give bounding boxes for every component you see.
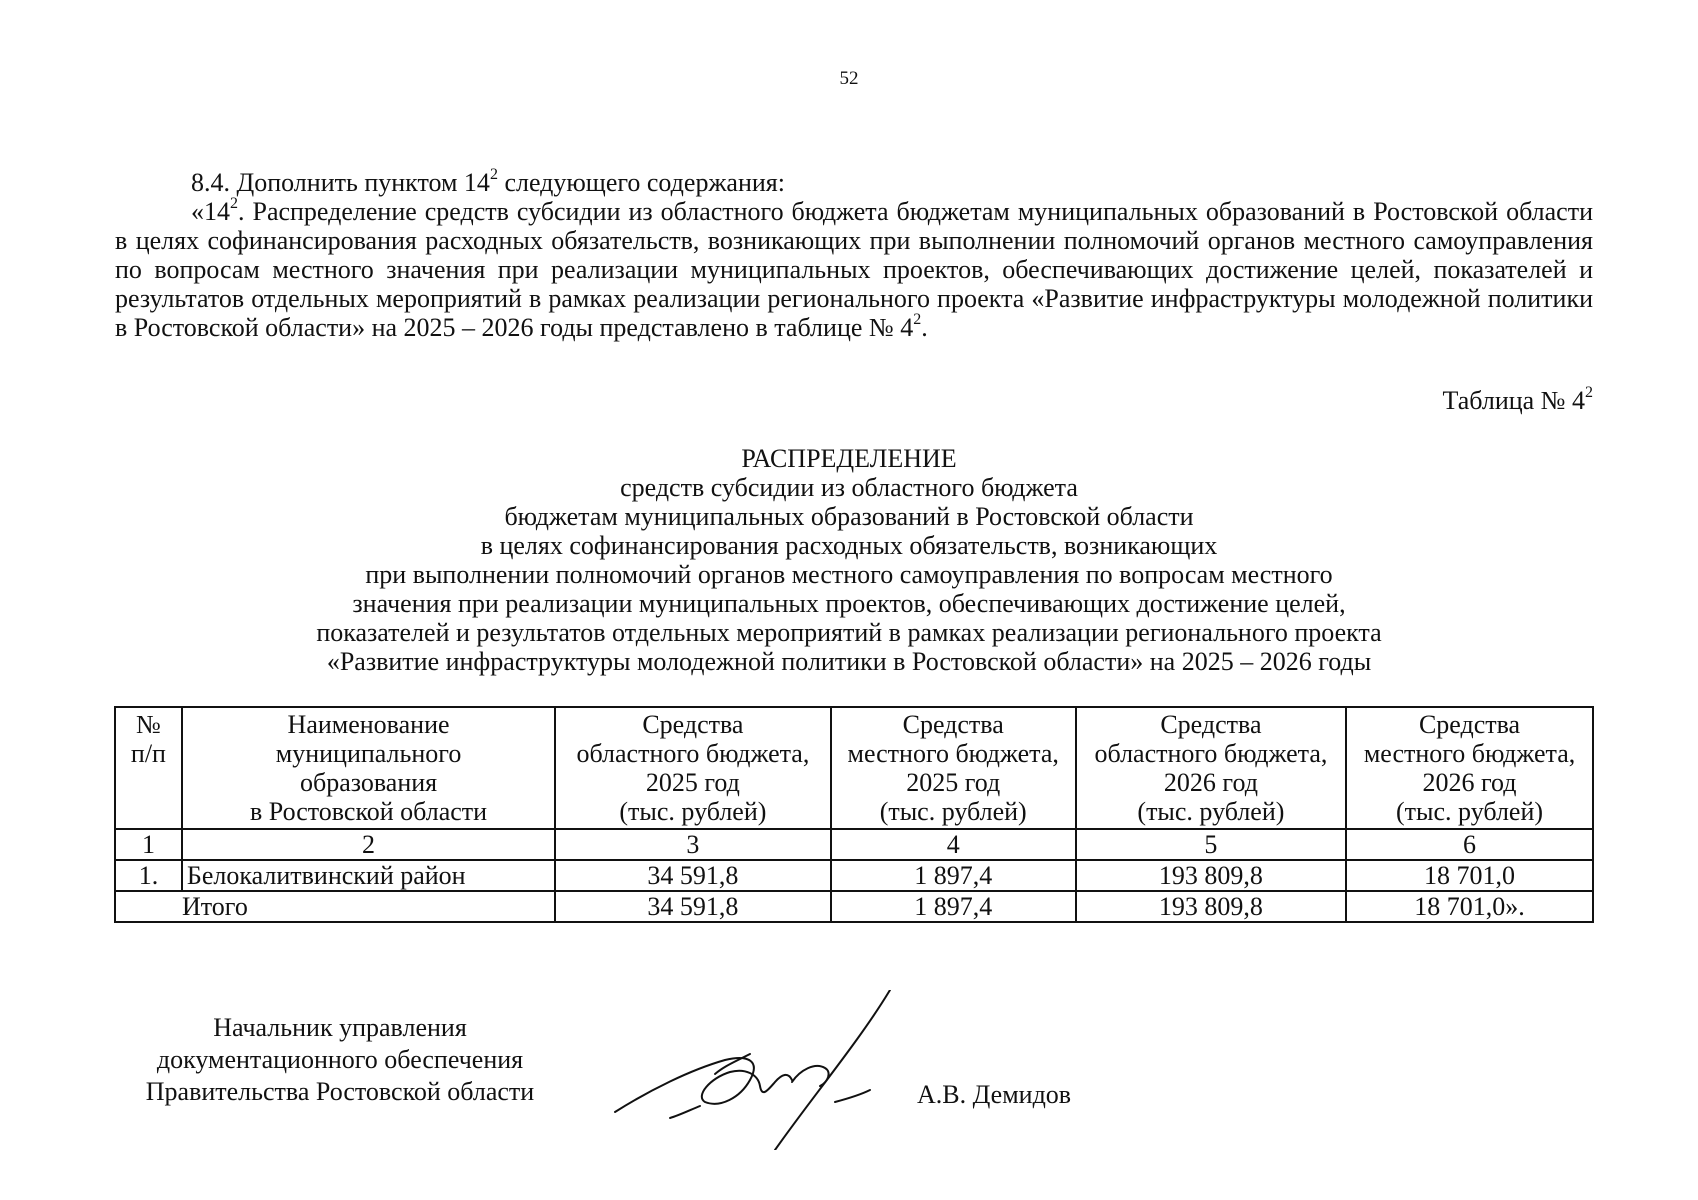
distribution-table bbox=[114, 706, 1594, 923]
header-local-2026 bbox=[1346, 707, 1593, 829]
total-local-2025: 1 897,4 bbox=[831, 891, 1076, 922]
table-title-line: показателей и результатов отдельных мероприятий в рамках реализации регионального проекта bbox=[316, 618, 1382, 647]
page-number: 52 bbox=[839, 68, 859, 89]
header-line: муниципального bbox=[275, 739, 462, 768]
table-reference-text: Таблица № 4 bbox=[1442, 386, 1585, 415]
table-row bbox=[115, 860, 1593, 891]
signer-position-line: Правительства Ростовской области bbox=[145, 1077, 535, 1106]
local-2025-value: 1 897,4 bbox=[831, 860, 1076, 891]
header-line: (тыс. рублей) bbox=[619, 797, 767, 826]
table-title-heading: РАСПРЕДЕЛЕНИЕ bbox=[741, 444, 957, 473]
column-number: 5 bbox=[1076, 829, 1346, 860]
column-number: 3 bbox=[555, 829, 830, 860]
header-line: 2026 год bbox=[1422, 768, 1517, 797]
regional-2025-value: 34 591,8 bbox=[555, 860, 830, 891]
column-number: 1 bbox=[115, 829, 182, 860]
header-regional-2026 bbox=[1076, 707, 1346, 829]
signer-position-line: Начальник управления bbox=[213, 1013, 467, 1042]
total-row bbox=[115, 891, 1593, 922]
paragraph-end: . bbox=[921, 313, 928, 342]
header-line: (тыс. рублей) bbox=[1137, 797, 1285, 826]
header-line: областного бюджета, bbox=[576, 739, 810, 768]
header-line: № bbox=[136, 710, 161, 739]
paragraph-prefix: «14 bbox=[191, 197, 230, 226]
header-line: Средства bbox=[902, 710, 1004, 739]
handwritten-signature bbox=[610, 990, 910, 1150]
header-local-2025 bbox=[831, 707, 1076, 829]
header-line: (тыс. рублей) bbox=[1396, 797, 1544, 826]
header-line: Наименование bbox=[287, 710, 450, 739]
header-line: образования bbox=[299, 768, 438, 797]
table-reference-sup: 2 bbox=[1585, 384, 1593, 402]
row-number: 1. bbox=[115, 860, 182, 891]
header-line: в Ростовской области bbox=[249, 797, 488, 826]
table-title-line: значения при реализации муниципальных проектов, обеспечивающих достижение целей, bbox=[352, 589, 1346, 618]
amendment-paragraph bbox=[115, 197, 1593, 342]
header-line: областного бюджета, bbox=[1094, 739, 1328, 768]
header-line: (тыс. рублей) bbox=[879, 797, 1027, 826]
column-number: 2 bbox=[182, 829, 555, 860]
table-title-line: «Развитие инфраструктуры молодежной политики в Ростовской области» на 2025 – 2026 годы bbox=[326, 647, 1372, 676]
column-number: 4 bbox=[831, 829, 1076, 860]
header-regional-2025 bbox=[555, 707, 830, 829]
header-line: 2025 год bbox=[645, 768, 740, 797]
signer-position-line: документационного обеспечения bbox=[156, 1045, 524, 1074]
total-label: Итого bbox=[115, 891, 555, 922]
table-title-line: при выполнении полномочий органов местного самоуправления по вопросам местного bbox=[365, 560, 1333, 589]
paragraph-body: . Распределение средств субсидии из областного бюджета бюджетам муниципальных образований в Ростовской области в целях софинансирования расходных обязательств, возникающих при выполнении полномочий органов местного самоуправления по вопросам местного значения при реализации муниципальных проектов, обеспечивающих достижение целей, показателей и результатов отдельных мероприятий в рамках реализации регионального проекта «Развитие инфраструктуры молодежной политики в Ростовской области» на 2025 – 2026 годы представлено в таблице № 4 bbox=[115, 197, 1593, 342]
signer-name: А.В. Демидов bbox=[917, 1080, 1072, 1109]
header-line: п/п bbox=[130, 739, 166, 768]
table-title bbox=[0, 444, 1698, 676]
regional-2026-value: 193 809,8 bbox=[1076, 860, 1346, 891]
local-2026-value: 18 701,0 bbox=[1346, 860, 1593, 891]
amendment-item-prefix: 8.4. Дополнить пунктом 14 bbox=[191, 168, 490, 197]
header-line: Средства bbox=[1418, 710, 1521, 739]
amendment-item-suffix: следующего содержания: bbox=[497, 168, 785, 197]
total-local-2026: 18 701,0». bbox=[1346, 891, 1593, 922]
column-number-row bbox=[115, 829, 1593, 860]
header-line: 2025 год bbox=[906, 768, 1001, 797]
column-number: 6 bbox=[1346, 829, 1593, 860]
header-number bbox=[115, 707, 182, 829]
total-regional-2026: 193 809,8 bbox=[1076, 891, 1346, 922]
header-line: 2026 год bbox=[1163, 768, 1258, 797]
header-line: Средства bbox=[642, 710, 744, 739]
amendment-text bbox=[115, 168, 1593, 342]
table-title-line: средств субсидии из областного бюджета bbox=[620, 473, 1078, 502]
paragraph-sup-end: 2 bbox=[913, 311, 922, 329]
amendment-item-sup: 2 bbox=[489, 166, 498, 184]
header-line: местного бюджета, bbox=[847, 739, 1059, 768]
paragraph-sup: 2 bbox=[230, 195, 238, 213]
header-line: Средства bbox=[1160, 710, 1262, 739]
table-title-line: в целях софинансирования расходных обязательств, возникающих bbox=[480, 531, 1218, 560]
total-regional-2025: 34 591,8 bbox=[555, 891, 830, 922]
municipality-name: Белокалитвинский район bbox=[182, 860, 555, 891]
table-header-row bbox=[115, 707, 1593, 829]
table-reference bbox=[1442, 386, 1593, 416]
signer-position bbox=[115, 1012, 565, 1108]
amendment-item bbox=[115, 168, 1593, 197]
table-title-line: бюджетам муниципальных образований в Ростовской области bbox=[504, 502, 1194, 531]
header-municipality bbox=[182, 707, 555, 829]
header-line: местного бюджета, bbox=[1363, 739, 1576, 768]
